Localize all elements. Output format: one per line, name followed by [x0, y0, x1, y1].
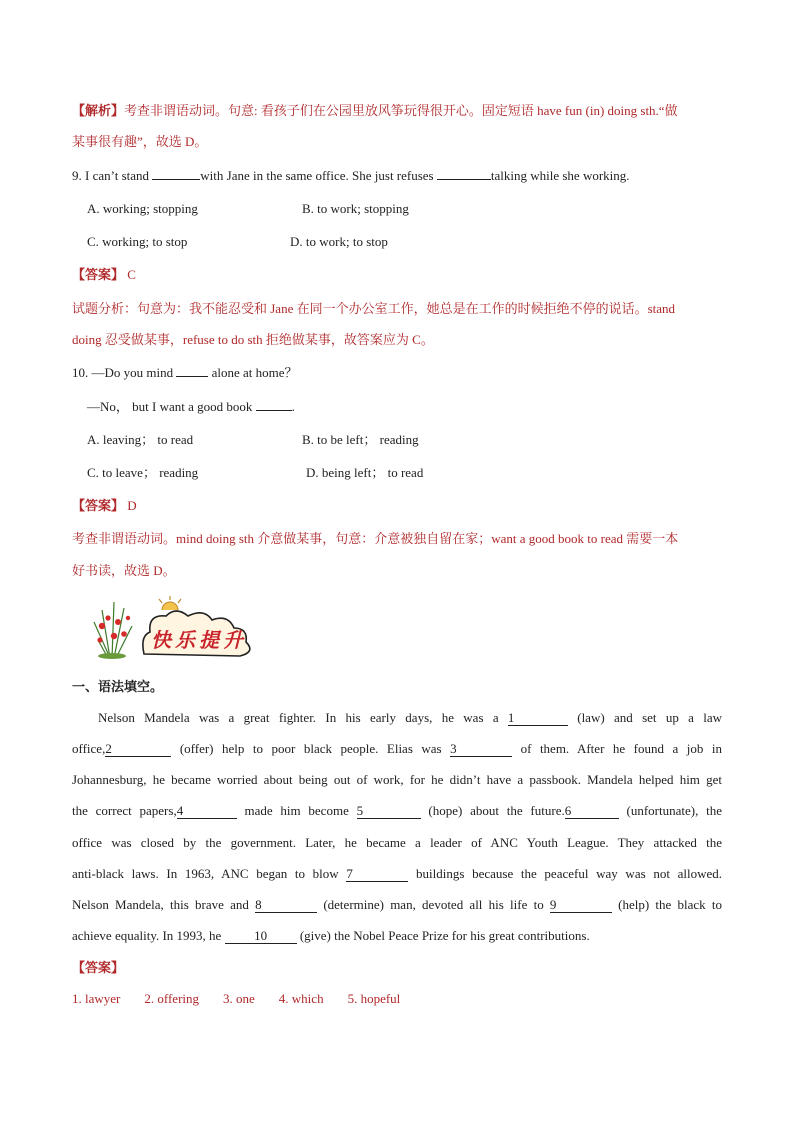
passage-text: the correct papers,: [72, 803, 177, 818]
answer-item: 4. which: [278, 991, 324, 1006]
passage-text: Nelson Mandela was a great fighter. In his early days, he was a: [98, 710, 508, 725]
answer-item: 2. offering: [144, 991, 200, 1006]
passage-text: of them. After he found a job in: [512, 741, 722, 756]
q10-answer-tag: 【答案】: [72, 498, 125, 513]
section-answer-tag: 【答案】: [72, 960, 125, 975]
passage-text: (law) and set up a law: [567, 710, 723, 725]
blank-6: 6: [565, 803, 619, 819]
q10-option-b: B. to be left； reading: [302, 432, 419, 447]
passage-text: (hope) about the future.: [420, 803, 565, 818]
passage-line-7: [72, 895, 722, 915]
q10-option-d: D. being left； to read: [306, 465, 424, 480]
passage-text: anti-black laws. In 1963, ANC began to blow: [72, 866, 347, 881]
passage-line-8: [72, 926, 590, 946]
q10-text-4: .: [291, 399, 295, 414]
question-10-line-1: [72, 363, 298, 383]
q9-option-b: B. to work; stopping: [302, 201, 409, 216]
q9-option-c: C. working; to stop: [87, 234, 188, 249]
passage-line-4: [72, 801, 722, 821]
q10-answer: [72, 496, 137, 516]
analysis-line-2: 某事很有趣”，故选 D。: [72, 134, 208, 149]
q9-text-3: talking while she working.: [490, 168, 630, 183]
question-9: [72, 166, 630, 186]
passage-line-5: office was closed by the government. Later, he became a leader of ANC Youth League. They attacked the: [72, 835, 722, 850]
section-title: 一、语法填空。: [72, 680, 164, 695]
q9-option-d: D. to work; to stop: [290, 234, 388, 249]
banner-title: 快乐提升: [151, 628, 247, 652]
q10-answer-value: D: [127, 498, 137, 513]
passage-text: made him become: [236, 803, 357, 818]
blank-1: 1: [508, 710, 568, 726]
passage-text: (determine) man, devoted all his life to: [317, 897, 550, 912]
question-10-line-2: [87, 397, 295, 417]
section-banner: [88, 596, 263, 660]
q10-blank-1: [176, 376, 208, 377]
q9-blank-1: [152, 179, 200, 180]
blank-7: 7: [346, 866, 408, 882]
q10-option-c: C. to leave； reading: [87, 465, 199, 480]
passage-text: achieve equality. In 1993, he: [72, 928, 225, 943]
passage-line-6: [72, 864, 722, 884]
q9-explanation-2: doing 忍受做某事，refuse to do sth 拒绝做某事，故答案应为 C。: [72, 332, 434, 347]
passage-text: (help) the black to: [611, 897, 723, 912]
analysis-line-1: [72, 101, 678, 121]
passage-text: (offer) help to poor black people. Elias was: [171, 741, 451, 756]
q10-text-3: —No， but I want a good book: [87, 399, 256, 414]
q10-explanation-1: 考查非谓语动词。mind doing sth 介意做某事，句意：介意被独自留在家；want a good book to read 需要一本: [72, 531, 679, 546]
q9-answer-value: C: [127, 267, 136, 282]
answer-item: 1. lawyer: [72, 991, 121, 1006]
analysis-tag: 【解析】: [72, 103, 125, 118]
passage-text: office,: [72, 741, 106, 756]
q10-blank-2: [256, 410, 292, 411]
q10-text-2: alone at home？: [208, 365, 298, 380]
q9-blank-2: [437, 179, 491, 180]
q10-text-1: 10. —Do you mind: [72, 365, 177, 380]
passage-line-2: [72, 739, 722, 759]
q10-explanation-2: 好书读，故选 D。: [72, 563, 176, 578]
passage-line-3: Johannesburg, he became worried about being out of work, for he didn’t have a passbook. Mandela helped him get: [72, 772, 722, 787]
analysis-text-1: 考查非谓语动词。句意: 看孩子们在公园里放风筝玩得很开心。固定短语 have fun (in) doing sth.“做: [124, 103, 678, 118]
q9-answer-tag: 【答案】: [72, 267, 125, 282]
blank-3: 3: [450, 741, 512, 757]
q10-option-a: A. leaving； to read: [87, 432, 194, 447]
passage-line-1: [98, 708, 722, 728]
blank-8: 8: [255, 897, 317, 913]
blank-5: 5: [357, 803, 421, 819]
passage-text: Nelson Mandela, this brave and: [72, 897, 256, 912]
blank-10: 10: [225, 928, 297, 944]
blank-9: 9: [550, 897, 612, 913]
q9-option-a: A. working; stopping: [87, 201, 198, 216]
q9-text-2: with Jane in the same office. She just refuses: [200, 168, 437, 183]
passage-text: (give) the Nobel Peace Prize for his great contributions.: [296, 928, 590, 943]
answer-item: 3. one: [223, 991, 255, 1006]
section-answers: [72, 989, 424, 1009]
passage-text: (unfortunate), the: [618, 803, 723, 818]
q9-explanation-1: 试题分析：句意为：我不能忍受和 Jane 在同一个办公室工作，她总是在工作的时候拒绝不停的说话。stand: [72, 301, 676, 316]
blank-4: 4: [177, 803, 237, 819]
blank-2: 2: [105, 741, 171, 757]
q9-answer: [72, 265, 136, 285]
passage-text: buildings because the peaceful way was not allowed.: [408, 866, 722, 881]
q9-text-1: 9. I can’t stand: [72, 168, 153, 183]
answer-item: 5. hopeful: [347, 991, 401, 1006]
